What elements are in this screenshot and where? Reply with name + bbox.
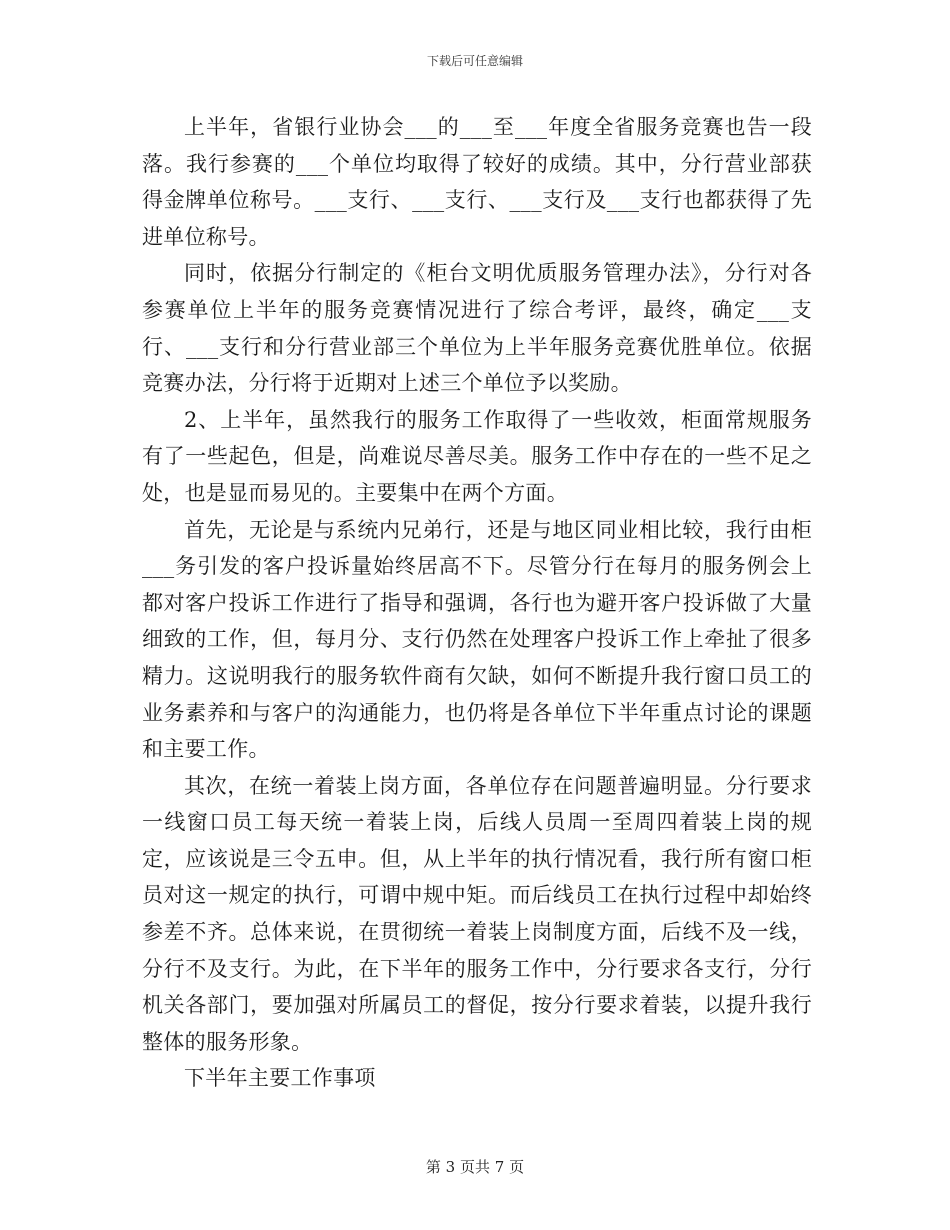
paragraph-evaluation: 同时，依据分行制定的《柜台文明优质服务管理办法》，分行对各参赛单位上半年的服务竞赛情况进行了综合考评，最终，确定___支行、___支行和分行营业部三个单位为上半年服务竞赛优胜单位。依据竞赛办法，分行将于近期对上述三个单位予以奖励。 <box>142 261 812 396</box>
paragraph-complaints: 首先，无论是与系统内兄弟行，还是与地区同业相比较，我行由柜___务引发的客户投诉量始终居高不下。尽管分行在每月的服务例会上都对客户投诉工作进行了指导和强调，各行也为避开客户投诉做了大量细致的工作，但，每月分、支行仍然在处理客户投诉工作上牵扯了很多精力。这说明我行的服务软件商有欠缺，如何不断提升我行窗口员工的业务素养和与客户的沟通能力，也仍将是各单位下半年重点讨论的课题和主要工作。 <box>142 517 812 762</box>
paragraph-competition-results: 上半年，省银行业协会___的___至___年度全省服务竞赛也告一段落。我行参赛的___个单位均取得了较好的成绩。其中，分行营业部获得金牌单位称号。___支行、___支行、___支行及___支行也都获得了先进单位称号。 <box>142 115 812 249</box>
page-number: 第 3 页共 7 页 <box>425 1158 525 1176</box>
section-heading-second-half: 下半年主要工作事项 <box>184 1066 376 1091</box>
page-header-note: 下载后可任意编辑 <box>426 54 523 68</box>
paragraph-shortcomings: 2、上半年，虽然我行的服务工作取得了一些收效，柜面常规服务有了一些起色，但是，尚难说尽善尽美。服务工作中存在的一些不足之处，也是显而易见的。主要集中在两个方面。 <box>142 407 812 505</box>
document-body <box>142 109 812 1097</box>
paragraph-dress-code: 其次，在统一着装上岗方面，各单位存在问题普遍明显。分行要求一线窗口员工每天统一着装上岗，后线人员周一至周四着装上岗的规定，应该说是三令五申。但，从上半年的执行情况看，我行所有窗口柜员对这一规定的执行，可谓中规中矩。而后线员工在执行过程中却始终参差不齐。总体来说，在贯彻统一着装上岗制度方面，后线不及一线，分行不及支行。为此，在下半年的服务工作中，分行要求各支行，分行机关各部门，要加强对所属员工的督促，按分行要求着装，以提升我行整体的服务形象。 <box>142 773 812 1054</box>
